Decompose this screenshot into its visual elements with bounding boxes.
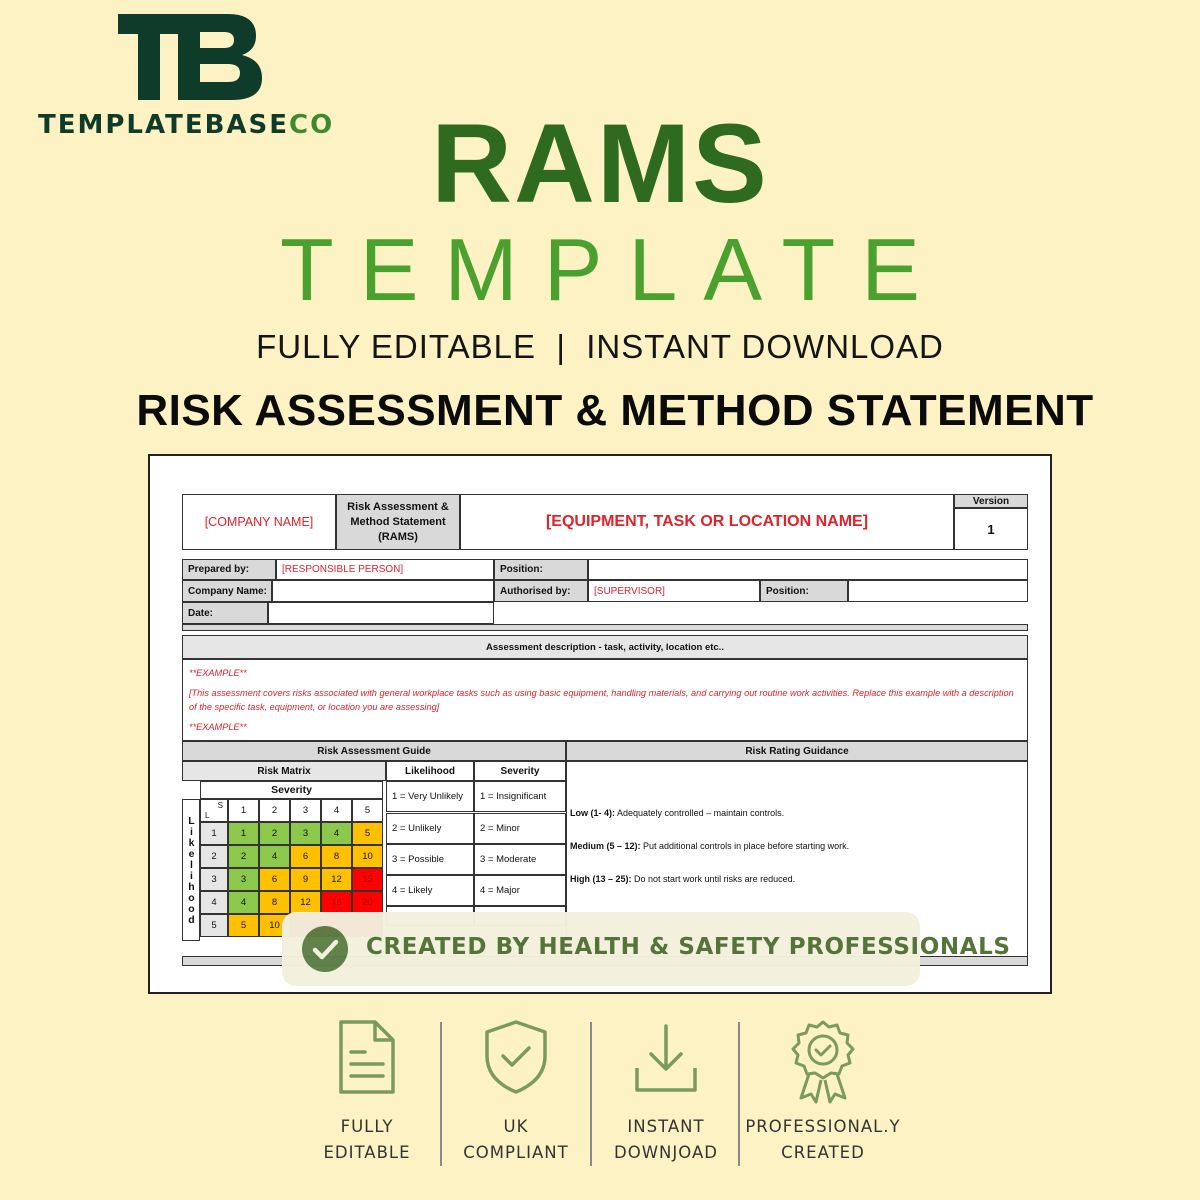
matrix-col-header: 3	[290, 799, 321, 822]
document-icon	[335, 1018, 399, 1096]
matrix-cell: 6	[290, 845, 321, 868]
doc-type-cell: Risk Assessment & Method Statement (RAMS)	[336, 494, 460, 550]
professionals-badge	[282, 912, 1011, 986]
example-tag-end: **EXAMPLE**	[189, 722, 247, 732]
matrix-cell: 20	[352, 891, 383, 914]
severity-header: Severity	[474, 761, 566, 781]
likelihood-item: 4 = Likely	[386, 875, 474, 906]
matrix-cell: 6	[259, 868, 290, 891]
prepared-by-value: [RESPONSIBLE PERSON]	[276, 559, 494, 580]
hero-tagline: FULLY EDITABLE | INSTANT DOWNLOAD	[256, 328, 944, 365]
matrix-row-header: 5	[200, 914, 228, 937]
matrix-cell: 8	[259, 891, 290, 914]
date-field	[268, 602, 494, 624]
matrix-cell: 12	[290, 891, 321, 914]
authorised-by-value: [SUPERVISOR]	[588, 580, 760, 602]
equipment-title-cell: [EQUIPMENT, TASK OR LOCATION NAME]	[460, 494, 954, 550]
rating-high: High (13 – 25): Do not start work until risks are reduced.	[570, 874, 796, 884]
award-badge-icon	[787, 1018, 859, 1104]
assessment-description	[182, 659, 1028, 741]
example-text: [This assessment covers risks associated with general workplace tasks such as using basic equipment, handling materials, and carrying out routine work activities. Replace this example with a description of the specific task, equipment, or location you are assessing]	[189, 688, 1014, 712]
matrix-cell: 16	[321, 891, 352, 914]
spacer-bar	[182, 624, 1028, 631]
authorised-by-label: Authorised by:	[494, 580, 588, 602]
severity-item: 2 = Minor	[474, 813, 566, 844]
feature-label: UK COMPLIANT	[463, 1117, 569, 1162]
matrix-likelihood-label: Likelihood	[182, 799, 200, 941]
feature-fully-editable	[292, 1018, 442, 1166]
company-name-cell: [COMPANY NAME]	[182, 494, 336, 550]
guide-header: Risk Assessment Guide	[182, 741, 566, 761]
matrix-cell: 5	[352, 822, 383, 845]
tb-monogram-icon	[116, 12, 266, 104]
matrix-severity-label: Severity	[200, 781, 383, 799]
position2-label: Position:	[760, 580, 848, 602]
position2-field	[848, 580, 1028, 602]
download-icon	[631, 1018, 701, 1096]
date-label: Date:	[182, 602, 268, 624]
position-field	[588, 559, 1028, 580]
matrix-cell: 3	[228, 868, 259, 891]
likelihood-item: 1 = Very Unlikely	[386, 781, 474, 812]
hero-heading: RISK ASSESSMENT & METHOD STATEMENT	[136, 386, 1094, 435]
assessment-header: Assessment description - task, activity, location etc..	[182, 635, 1028, 659]
feature-label: FULLY EDITABLE	[323, 1117, 411, 1162]
company-name-field	[272, 580, 494, 602]
matrix-cell: 4	[228, 891, 259, 914]
rating-header: Risk Rating Guidance	[566, 741, 1028, 761]
company-name-label: Company Name:	[182, 580, 272, 602]
matrix-cell: 12	[321, 868, 352, 891]
severity-item: 3 = Moderate	[474, 844, 566, 875]
matrix-row-header: 4	[200, 891, 228, 914]
feature-label: PROFESSIONAL.Y CREATED	[745, 1117, 901, 1162]
matrix-cell: 2	[259, 822, 290, 845]
matrix-col-header: 2	[259, 799, 290, 822]
matrix-row-header: 3	[200, 868, 228, 891]
matrix-cell: 1	[228, 822, 259, 845]
matrix-cell: 4	[259, 845, 290, 868]
matrix-cell: 10	[352, 845, 383, 868]
feature-professionally-created	[738, 1018, 908, 1166]
hero-title: RAMS	[431, 101, 769, 226]
severity-item: 1 = Insignificant	[474, 781, 566, 812]
matrix-cell: 8	[321, 845, 352, 868]
position-label: Position:	[494, 559, 588, 580]
example-tag-start: **EXAMPLE**	[189, 668, 247, 678]
likelihood-item: 3 = Possible	[386, 844, 474, 875]
check-circle-icon	[302, 926, 348, 972]
matrix-cell: 10	[259, 914, 290, 937]
rating-low: Low (1- 4): Adequately controlled – maintain controls.	[570, 808, 785, 818]
matrix-cell: 9	[290, 868, 321, 891]
matrix-row-header: 2	[200, 845, 228, 868]
matrix-row-header: 1	[200, 822, 228, 845]
matrix-corner: S L	[200, 799, 228, 822]
feature-label: INSTANT DOWNJOAD	[614, 1117, 718, 1162]
matrix-col-header: 4	[321, 799, 352, 822]
likelihood-item: 2 = Unlikely	[386, 813, 474, 844]
matrix-cell: 2	[228, 845, 259, 868]
badge-text: CREATED BY HEALTH & SAFETY PROFESSIONALS	[366, 934, 1011, 960]
matrix-header: Risk Matrix	[182, 761, 386, 781]
matrix-cell: 5	[228, 914, 259, 937]
shield-check-icon	[481, 1018, 551, 1096]
matrix-cell: 15	[352, 868, 383, 891]
likelihood-header: Likelihood	[386, 761, 474, 781]
feature-instant-download	[591, 1018, 741, 1166]
feature-uk-compliant	[441, 1018, 591, 1166]
rating-medium: Medium (5 – 12): Put additional controls in place before starting work.	[570, 841, 850, 851]
matrix-cell: 3	[290, 822, 321, 845]
brand-name: TEMPLATEBASECO	[38, 110, 335, 140]
version-value: 1	[954, 508, 1028, 550]
hero-subtitle: TEMPLATE	[279, 220, 946, 319]
prepared-by-label: Prepared by:	[182, 559, 276, 580]
matrix-col-header: 5	[352, 799, 383, 822]
matrix-col-header: 1	[228, 799, 259, 822]
severity-item: 4 = Major	[474, 875, 566, 906]
version-label: Version	[954, 494, 1028, 508]
matrix-cell: 4	[321, 822, 352, 845]
